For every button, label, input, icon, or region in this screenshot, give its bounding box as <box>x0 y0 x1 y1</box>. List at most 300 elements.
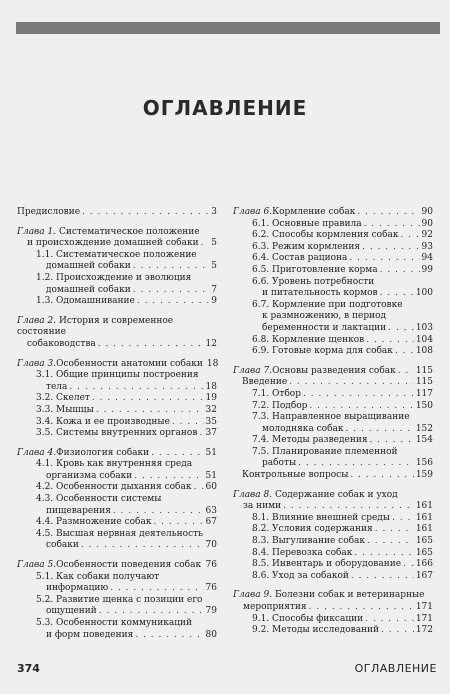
entry-label: Особенности поведения собак <box>56 560 202 571</box>
entry-line <box>36 540 217 552</box>
chapter-prefix: Глава 3. <box>17 358 57 369</box>
entry-page: 117 <box>415 388 433 399</box>
toc-entry <box>233 590 433 613</box>
entry-label: 4.3. Особенности системы <box>36 494 162 505</box>
leader-dots <box>81 540 204 552</box>
entry-label: 3.1. Общие принципы построения <box>36 370 199 381</box>
leader-dots <box>349 253 419 265</box>
leader-dots <box>367 536 414 548</box>
entry-page: 63 <box>205 505 217 516</box>
entry-line <box>252 435 433 447</box>
chapter-prefix: Глава 2. <box>17 315 57 326</box>
leader-dots <box>375 524 414 536</box>
entry-label: 4.4. Размножение собак <box>36 517 152 528</box>
toc-entry <box>17 560 217 572</box>
leader-dots <box>365 614 414 626</box>
leader-dots <box>134 471 203 483</box>
entry-page: 165 <box>415 536 433 547</box>
toc-entry <box>233 346 433 358</box>
entry-label: 8.5. Инвентарь и оборудование <box>252 559 402 570</box>
entry-page: 5 <box>211 261 217 272</box>
entry-label: Кормление собак <box>272 207 356 217</box>
entry-label: 1.1. Систематическое положение <box>36 249 197 260</box>
leader-dots <box>82 207 209 219</box>
toc-entry <box>233 614 433 626</box>
entry-label: домашней собаки <box>46 284 131 295</box>
entry-line <box>36 583 217 595</box>
entry-line <box>17 359 217 371</box>
entry-page: 79 <box>205 606 217 617</box>
toc-chapter <box>17 316 217 351</box>
toc-entry <box>17 459 217 482</box>
entry-page: 35 <box>205 416 217 427</box>
entry-label: Физиология собаки <box>56 447 150 458</box>
page-title: ОГЛАВЛЕНИЕ <box>142 96 308 120</box>
leader-dots <box>309 602 414 614</box>
entry-page: 18 <box>205 381 217 392</box>
entry-page: 7 <box>211 284 217 295</box>
leader-dots <box>362 242 419 254</box>
toc-entry <box>17 273 217 296</box>
entry-label: молодняка собак <box>262 423 344 434</box>
entry-line <box>36 618 217 630</box>
toc-preface <box>17 207 217 219</box>
entry-page: 90 <box>421 218 433 229</box>
entry-page: 159 <box>415 470 433 481</box>
leader-dots <box>381 625 414 637</box>
toc-entry <box>17 393 217 405</box>
toc-entry <box>17 207 217 219</box>
chapter-prefix: Глава 1. <box>17 226 57 237</box>
entry-line <box>36 382 217 394</box>
toc-entry <box>17 482 217 494</box>
entry-label: 9.1. Способы фиксации <box>252 613 364 624</box>
entry-page: 94 <box>421 253 433 264</box>
entry-page: 67 <box>205 517 217 528</box>
entry-label: пищеварения <box>46 505 111 516</box>
entry-line <box>36 370 217 382</box>
header-bar <box>16 22 440 34</box>
leader-dots <box>172 417 204 429</box>
toc-entry <box>233 412 433 435</box>
chapter-prefix: Глава 5. <box>17 560 57 571</box>
entry-label: домашней собаки <box>46 261 131 272</box>
running-head: ОГЛАВЛЕНИЕ <box>354 662 437 675</box>
entry-page: 156 <box>415 458 433 469</box>
entry-page: 100 <box>415 288 433 299</box>
entry-line <box>252 412 433 424</box>
entry-label: Болезни собак и ветеринарные <box>274 590 425 601</box>
entry-label: Предисловие <box>17 207 81 217</box>
toc-entry <box>233 265 433 277</box>
entry-line <box>252 230 433 242</box>
entry-label: 8.4. Перевозка собак <box>252 547 353 558</box>
entry-label: к размножению, в период <box>262 311 387 322</box>
entry-label: 4.1. Кровь как внутренняя среда <box>36 459 193 470</box>
entry-label: организма собаки <box>46 470 133 481</box>
entry-label: Систематическое положение <box>58 226 200 237</box>
entry-label: Основы разведения собак <box>272 365 396 376</box>
entry-line <box>36 506 217 518</box>
entry-label: информацию <box>46 583 109 594</box>
entry-label: 7.1. Отбор <box>252 388 301 399</box>
toc-entry <box>233 389 433 401</box>
leader-dots <box>366 335 414 347</box>
entry-label: 4.5. Высшая нервная деятельность <box>36 528 203 539</box>
entry-label: Содержание собак и уход <box>274 489 398 500</box>
entry-page: 165 <box>415 547 433 558</box>
toc-entry <box>233 548 433 560</box>
toc-left-column <box>17 207 217 649</box>
entry-line <box>36 494 217 506</box>
entry-line <box>36 630 217 642</box>
entry-page: 12 <box>205 338 217 349</box>
toc-entry <box>17 405 217 417</box>
entry-label: мероприятия <box>243 602 307 612</box>
entry-line <box>252 401 433 413</box>
entry-line <box>233 590 433 602</box>
toc-chapter <box>233 590 433 636</box>
entry-line <box>252 265 433 277</box>
entry-page: 51 <box>205 470 217 481</box>
toc-entry <box>233 277 433 300</box>
entry-page: 3 <box>211 207 217 217</box>
leader-dots <box>151 448 203 460</box>
entry-label: и происхождение домашней собаки <box>27 238 199 249</box>
leader-dots <box>289 377 414 389</box>
toc-entry <box>17 572 217 595</box>
entry-label: 6.4. Состав рациона <box>252 253 348 264</box>
entry-line <box>36 572 217 584</box>
entry-line <box>252 300 433 312</box>
entry-line <box>36 405 217 417</box>
leader-dots <box>392 513 414 525</box>
entry-label: собаки <box>46 540 79 551</box>
entry-label: тела <box>46 381 68 392</box>
entry-label: беременности и лактации <box>262 322 387 333</box>
toc-entry <box>233 513 433 525</box>
toc-entry <box>233 447 433 470</box>
entry-line <box>242 470 433 482</box>
entry-label: 1.2. Происхождение и эволюция <box>36 272 192 283</box>
entry-line <box>36 428 217 440</box>
toc-entry <box>17 494 217 517</box>
entry-line <box>252 277 433 289</box>
entry-label: История и современное состояние <box>17 315 174 338</box>
entry-line <box>252 323 433 335</box>
entry-page: 19 <box>205 393 217 404</box>
entry-line <box>17 339 217 351</box>
entry-line <box>36 285 217 297</box>
chapter-prefix: Глава 9. <box>233 590 273 601</box>
entry-page: 104 <box>415 334 433 345</box>
toc-chapter <box>17 448 217 552</box>
entry-label: 7.4. Методы разведения <box>252 435 368 446</box>
entry-line <box>233 501 433 513</box>
entry-line <box>252 625 433 637</box>
entry-line <box>252 253 433 265</box>
toc-entry <box>233 242 433 254</box>
entry-label: 6.7. Кормление при подготовке <box>252 299 403 310</box>
entry-page: 92 <box>421 230 433 241</box>
entry-line <box>252 548 433 560</box>
entry-line <box>252 424 433 436</box>
toc-right-column <box>233 207 433 645</box>
entry-line <box>252 614 433 626</box>
entry-line <box>252 513 433 525</box>
entry-page: 171 <box>415 602 433 612</box>
entry-label: 6.9. Готовые корма для собак <box>252 346 393 357</box>
leader-dots <box>350 470 413 482</box>
entry-line <box>36 273 217 285</box>
entry-line <box>36 595 217 607</box>
entry-label: и форм поведения <box>46 629 134 640</box>
leader-dots <box>298 458 414 470</box>
entry-line <box>36 250 217 262</box>
entry-line <box>252 335 433 347</box>
toc-entry <box>233 625 433 637</box>
entry-page: 172 <box>415 625 433 636</box>
entry-label: собаководства <box>27 338 96 349</box>
entry-page: 150 <box>415 400 433 411</box>
entry-page: 80 <box>205 629 217 640</box>
leader-dots <box>364 219 420 231</box>
entry-line <box>252 524 433 536</box>
toc-entry <box>17 428 217 440</box>
leader-dots <box>98 339 204 351</box>
entry-page: 5 <box>211 238 217 249</box>
toc-entry <box>233 559 433 571</box>
entry-label: 5.3. Особенности коммуникаций <box>36 618 193 628</box>
toc-chapter <box>17 560 217 641</box>
entry-label: 3.5. Системы внутренних органов <box>36 428 198 439</box>
entry-label: 6.5. Приготовление корма <box>252 264 378 275</box>
entry-page: 171 <box>415 613 433 624</box>
toc-entry <box>17 250 217 273</box>
entry-label: 6.3. Режим кормления <box>252 241 361 252</box>
entry-page: 60 <box>205 482 217 493</box>
entry-line <box>233 366 433 378</box>
entry-label: работы <box>262 458 297 469</box>
entry-label: и питательность кормов <box>262 288 378 299</box>
leader-dots <box>346 424 414 436</box>
entry-line <box>252 458 433 470</box>
toc-entry <box>17 359 217 371</box>
toc-entry <box>17 517 217 529</box>
entry-line <box>36 393 217 405</box>
toc-entry <box>233 207 433 219</box>
toc-entry <box>17 227 217 250</box>
entry-page: 99 <box>421 264 433 275</box>
leader-dots <box>110 583 203 595</box>
leader-dots <box>309 401 413 413</box>
entry-page: 161 <box>415 501 433 512</box>
entry-label: 3.2. Скелет <box>36 393 90 404</box>
toc-entry <box>233 536 433 548</box>
leader-dots <box>99 606 204 618</box>
entry-page: 154 <box>415 435 433 446</box>
toc-chapter <box>17 227 217 308</box>
leader-dots <box>403 559 414 571</box>
entry-label: Контрольные вопросы <box>242 470 349 481</box>
entry-label: 8.1. Влияние внешней среды <box>252 512 391 523</box>
entry-line <box>36 529 217 541</box>
leader-dots <box>351 571 414 583</box>
leader-dots <box>380 288 414 300</box>
entry-label: 3.3. Мышцы <box>36 404 94 415</box>
toc-entry <box>17 296 217 308</box>
entry-label: ощущений <box>46 606 97 617</box>
entry-label: 5.1. Как собаки получают <box>36 571 160 582</box>
entry-label: 6.6. Уровень потребности <box>252 276 375 287</box>
entry-label: 6.8. Кормление щенков <box>252 334 365 345</box>
entry-page: 76 <box>205 560 217 571</box>
toc-chapter <box>17 359 217 440</box>
toc-entry <box>233 490 433 513</box>
entry-page: 70 <box>205 540 217 551</box>
chapter-prefix: Глава 8. <box>233 489 273 500</box>
entry-line <box>17 227 217 239</box>
leader-dots <box>398 366 414 378</box>
entry-line <box>252 346 433 358</box>
leader-dots <box>96 405 204 417</box>
entry-page: 115 <box>415 377 433 388</box>
leader-dots <box>92 393 204 405</box>
toc-entry <box>17 448 217 460</box>
entry-line <box>36 417 217 429</box>
entry-line <box>36 261 217 273</box>
entry-page: 115 <box>415 365 433 376</box>
toc-entry <box>233 366 433 378</box>
entry-line <box>36 517 217 529</box>
entry-page: 51 <box>205 447 217 458</box>
toc-chapter <box>233 490 433 583</box>
entry-page: 90 <box>421 207 433 217</box>
entry-line <box>252 536 433 548</box>
entry-line <box>252 447 433 459</box>
toc-entry <box>233 253 433 265</box>
entry-page: 37 <box>205 428 217 439</box>
toc-entry <box>233 401 433 413</box>
entry-label: 1.3. Одомашнивание <box>36 296 135 307</box>
entry-label: Особенности анатомии собаки <box>56 358 203 369</box>
entry-line <box>252 242 433 254</box>
entry-line <box>17 238 217 250</box>
leader-dots <box>69 382 203 394</box>
entry-page: 167 <box>415 570 433 581</box>
entry-line <box>242 377 433 389</box>
toc-entry <box>17 618 217 641</box>
entry-line <box>36 482 217 494</box>
toc-entry <box>233 230 433 242</box>
entry-line <box>252 389 433 401</box>
toc-entry <box>17 529 217 552</box>
leader-dots <box>201 238 210 250</box>
entry-label: 8.2. Условия содержания <box>252 524 373 535</box>
entry-page: 108 <box>415 346 433 357</box>
leader-dots <box>133 285 210 297</box>
toc-chapter <box>233 366 433 482</box>
entry-line <box>36 459 217 471</box>
toc-entry <box>233 571 433 583</box>
entry-label: 4.2. Особенности дыхания собак <box>36 482 192 493</box>
leader-dots <box>303 389 414 401</box>
entry-page: 93 <box>421 241 433 252</box>
entry-line <box>36 296 217 308</box>
leader-dots <box>199 428 203 440</box>
entry-page: 32 <box>205 404 217 415</box>
entry-line <box>252 219 433 231</box>
leader-dots <box>153 517 203 529</box>
entry-page: 161 <box>415 512 433 523</box>
leader-dots <box>135 630 203 642</box>
entry-label: Введение <box>242 377 288 388</box>
entry-line <box>233 207 433 219</box>
entry-line <box>252 571 433 583</box>
entry-label: 7.5. Планирование племенной <box>252 446 398 457</box>
entry-label: 8.6. Уход за собакой <box>252 570 349 581</box>
toc-entry <box>233 335 433 347</box>
entry-label: 9.2. Методы исследований <box>252 625 380 636</box>
chapter-prefix: Глава 6. <box>233 207 273 217</box>
entry-line <box>17 316 217 339</box>
entry-line <box>17 448 217 460</box>
entry-page: 76 <box>205 583 217 594</box>
toc-entry <box>233 435 433 447</box>
entry-page: 166 <box>415 559 433 570</box>
toc-entry <box>17 595 217 618</box>
entry-label: 6.2. Способы кормления собак <box>252 230 399 241</box>
entry-page: 9 <box>211 296 217 307</box>
entry-line <box>17 560 217 572</box>
leader-dots <box>357 207 419 219</box>
entry-line <box>233 490 433 502</box>
entry-label: 8.3. Выгуливание собак <box>252 536 366 547</box>
entry-line <box>36 471 217 483</box>
leader-dots <box>401 230 420 242</box>
entry-label: 3.4. Кожа и ее производные <box>36 416 170 427</box>
leader-dots <box>193 482 203 494</box>
entry-line <box>252 559 433 571</box>
entry-page: 103 <box>415 322 433 333</box>
leader-dots <box>380 265 420 277</box>
entry-page: 161 <box>415 524 433 535</box>
toc-chapter <box>233 207 433 358</box>
toc-entry <box>233 300 433 335</box>
leader-dots <box>388 323 414 335</box>
page-number: 374 <box>17 662 40 675</box>
toc-entry <box>233 470 433 482</box>
leader-dots <box>283 501 414 513</box>
toc-entry <box>17 316 217 351</box>
entry-label: 6.1. Основные правила <box>252 218 362 229</box>
toc-entry <box>233 377 433 389</box>
toc-entry <box>233 524 433 536</box>
entry-line <box>36 606 217 618</box>
entry-label: 7.2. Подбор <box>252 400 308 411</box>
leader-dots <box>113 506 204 518</box>
entry-page: 18 <box>206 358 219 369</box>
chapter-prefix: Глава 7. <box>233 365 273 376</box>
leader-dots <box>133 261 210 273</box>
toc-entry <box>17 370 217 393</box>
leader-dots <box>137 296 209 308</box>
toc-entry <box>17 417 217 429</box>
entry-page: 152 <box>415 423 433 434</box>
entry-label: 7.3. Направленное выращивание <box>252 412 410 423</box>
entry-line <box>252 311 433 323</box>
leader-dots <box>354 548 413 560</box>
